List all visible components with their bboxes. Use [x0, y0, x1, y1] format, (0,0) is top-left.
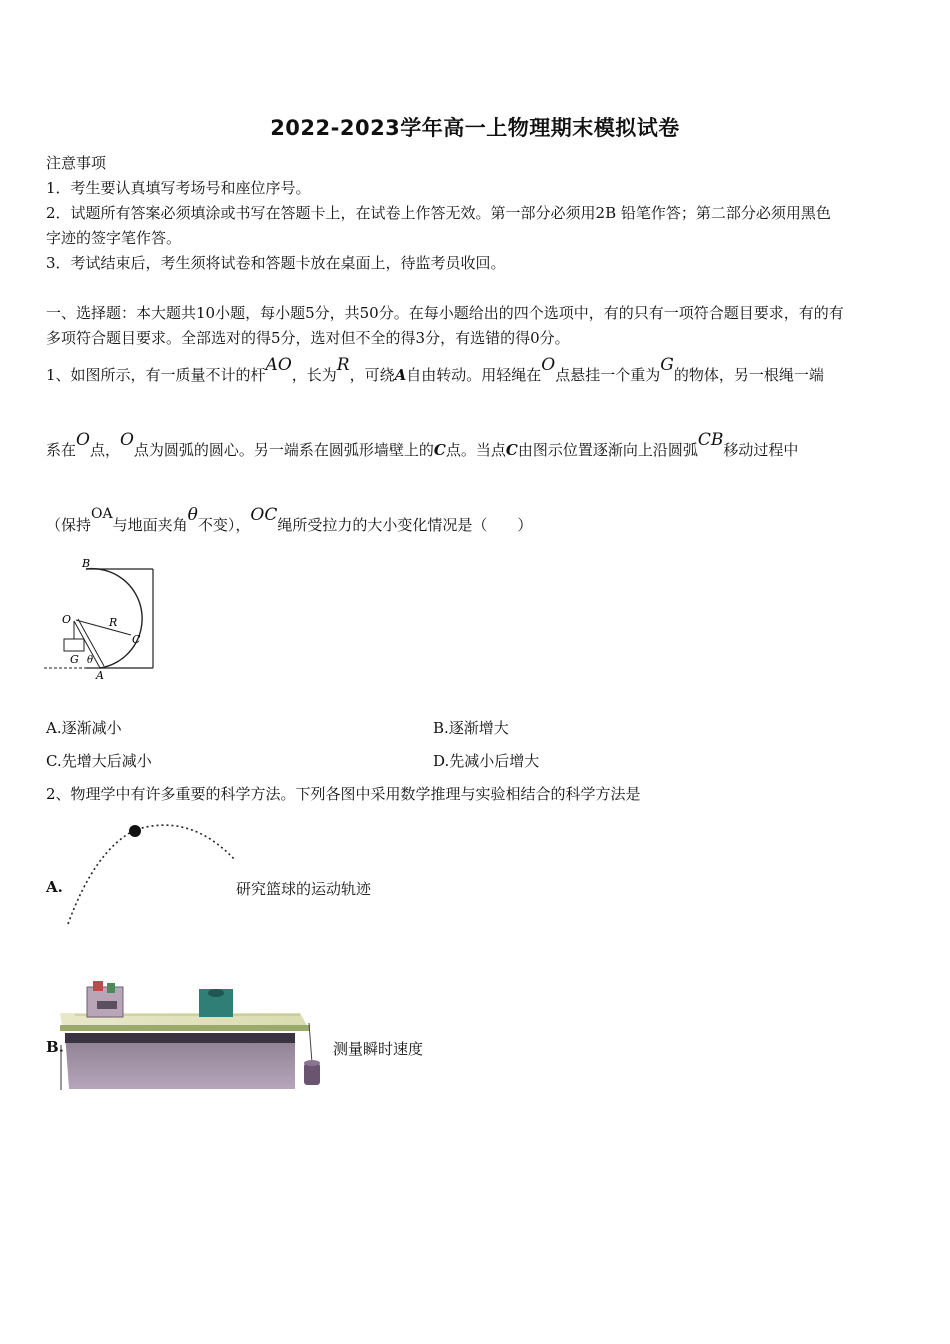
- math-cb: CB: [697, 430, 724, 450]
- option-d[interactable]: D.先减小后增大: [433, 752, 540, 770]
- stem-text: 点。当点: [445, 441, 506, 459]
- question-2-stem: 2、物理学中有许多重要的科学方法。下列各图中采用数学推理与实验相结合的科学方法是: [46, 785, 641, 803]
- option-a[interactable]: A.逐渐减小: [46, 719, 122, 737]
- section-instructions: 一、选择题：本大题共10小题，每小题5分，共50分。在每小题给出的四个选项中，有的只有一项符合题目要求，有的有: [46, 304, 844, 322]
- question-1-figure: [40, 555, 160, 685]
- stem-text: 自由转动。用轻绳在: [406, 366, 542, 384]
- q2-option-a-label[interactable]: A.: [46, 878, 63, 896]
- basketball-icon: [129, 825, 141, 837]
- stem-text: 不变），: [197, 516, 251, 534]
- notice-item: 1．考生要认真填写考场号和座位序号。: [46, 179, 311, 197]
- label-r: R: [109, 616, 118, 629]
- basketball-trajectory-figure: [60, 820, 250, 930]
- q2-option-b-label[interactable]: B.: [46, 1038, 64, 1056]
- point-c: C: [433, 441, 446, 459]
- stem-text: 的物体，另一根绳一端: [673, 366, 824, 384]
- math-o: O: [119, 430, 134, 450]
- label-g: G: [70, 653, 79, 666]
- stem-text: 点为圆弧的圆心。另一端系在圆弧形墙壁上的: [133, 441, 434, 459]
- stem-text: 移动过程中: [723, 441, 799, 459]
- math-ao: AO: [265, 355, 292, 375]
- q2-option-b-caption: 测量瞬时速度: [333, 1040, 424, 1058]
- math-oa: OA: [91, 506, 113, 522]
- math-o: O: [76, 430, 90, 450]
- stem-text: 由图示位置逐渐向上沿圆弧: [517, 441, 698, 459]
- stem-text: 点，: [89, 441, 120, 459]
- stem-text: 1、如图所示，有一质量不计的杆: [46, 366, 266, 384]
- label-b: B: [82, 557, 91, 570]
- option-c[interactable]: C.先增大后减小: [46, 752, 152, 770]
- q2-option-a-caption: 研究篮球的运动轨迹: [236, 880, 372, 898]
- point-c: C: [505, 441, 518, 459]
- option-b[interactable]: B.逐渐增大: [433, 719, 509, 737]
- label-theta: θ: [87, 655, 94, 666]
- notice-item: 2．试题所有答案必须填涂或书写在答题卡上，在试卷上作答无效。第一部分必须用2B 铅笔作答；第二部分必须用黑色: [46, 204, 831, 222]
- math-theta: θ: [187, 505, 198, 525]
- stem-text: （保持: [46, 516, 92, 534]
- notice-item: 字迹的签字笔作答。: [46, 229, 182, 247]
- stem-text: ，可绕: [349, 366, 395, 384]
- section-instructions: 多项符合题目要求。全部选对的得5分，选对但不全的得3分，有选错的得0分。: [46, 329, 570, 347]
- stem-text: 系在: [46, 441, 77, 459]
- question-1-stem: [46, 505, 533, 535]
- notice-item: 3．考试结束后，考生须将试卷和答题卡放在桌面上，待监考员收回。: [46, 254, 506, 272]
- label-o: O: [62, 613, 72, 626]
- point-a: A: [394, 366, 407, 384]
- air-track-apparatus-figure: [55, 975, 325, 1095]
- stem-text: 绳所受拉力的大小变化情况是（ ）: [277, 516, 533, 534]
- label-a: A: [96, 669, 104, 682]
- math-g: G: [660, 355, 674, 375]
- question-1-stem: [46, 355, 824, 385]
- math-oc: OC: [250, 505, 278, 525]
- stem-text: 点悬挂一个重为: [555, 366, 661, 384]
- page-title: 2022-2023学年高一上物理期末模拟试卷: [270, 116, 680, 140]
- notice-heading: 注意事项: [46, 154, 107, 172]
- label-c: C: [132, 633, 141, 646]
- math-r: R: [336, 355, 350, 375]
- stem-text: 与地面夹角: [112, 516, 188, 534]
- math-o: O: [541, 355, 556, 375]
- stem-text: ，长为: [291, 366, 337, 384]
- question-1-stem: [46, 430, 799, 460]
